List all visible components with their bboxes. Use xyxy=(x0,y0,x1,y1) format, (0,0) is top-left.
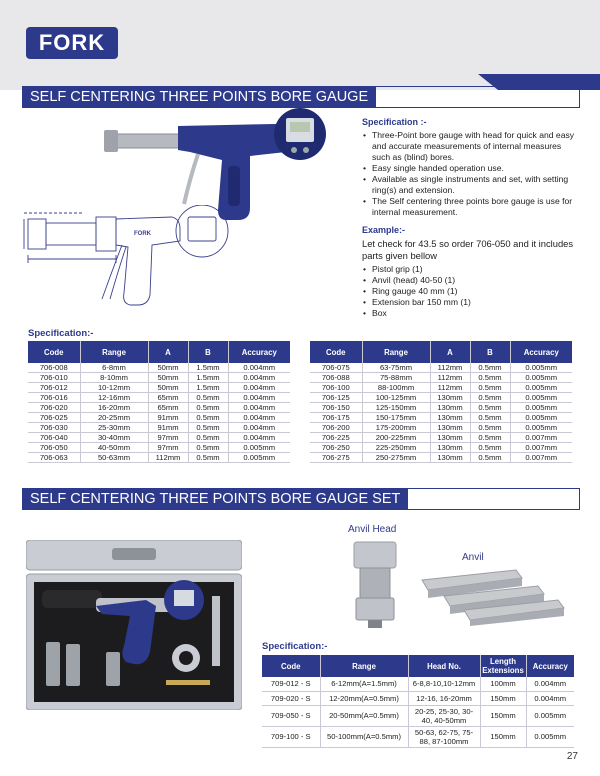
table-row xyxy=(28,453,290,463)
table-cell: 0.005mm xyxy=(510,383,572,393)
table-row xyxy=(28,423,290,433)
table-cell: 10-12mm xyxy=(80,383,148,393)
col-header-code: Code xyxy=(28,341,80,363)
table-cell: 20-25, 25-30, 30-40, 40-50mm xyxy=(408,705,480,726)
table-cell: 20-50mm(A=0.5mm) xyxy=(320,705,408,726)
gauge-spec-heading: Specification :- xyxy=(362,117,427,127)
table-row xyxy=(28,403,290,413)
table-row xyxy=(310,373,572,383)
table-row xyxy=(28,443,290,453)
table-cell: 0.004mm xyxy=(228,373,290,383)
table-cell: 75-88mm xyxy=(362,373,430,383)
gauge-spec-block xyxy=(362,117,576,319)
table-row xyxy=(310,393,572,403)
table-cell: 200-225mm xyxy=(362,433,430,443)
table-cell: 706-225 xyxy=(310,433,362,443)
table-row xyxy=(310,453,572,463)
table-cell: 0.5mm xyxy=(188,433,228,443)
page-header xyxy=(0,0,600,74)
table-cell: 0.004mm xyxy=(228,383,290,393)
table-cell: 0.004mm xyxy=(526,691,574,705)
table-cell: 706-175 xyxy=(310,413,362,423)
table-cell: 50mm xyxy=(148,373,188,383)
example-heading: Example:- xyxy=(362,225,406,235)
col-header-accuracy: Accuracy xyxy=(510,341,572,363)
table-row xyxy=(28,433,290,443)
anvil-photo xyxy=(420,566,580,626)
table-row xyxy=(28,373,290,383)
table-cell: 130mm xyxy=(430,413,470,423)
table-cell: 0.5mm xyxy=(188,453,228,463)
table-cell: 0.5mm xyxy=(188,413,228,423)
table-cell: 706-040 xyxy=(28,433,80,443)
example-item: • Pistol grip (1) xyxy=(362,264,576,275)
table-cell: 706-100 xyxy=(310,383,362,393)
table-cell: 100-125mm xyxy=(362,393,430,403)
table-cell: 0.5mm xyxy=(188,403,228,413)
table-cell: 1.5mm xyxy=(188,363,228,373)
table-row xyxy=(310,423,572,433)
table-cell: 0.005mm xyxy=(526,705,574,726)
col-header-a: A xyxy=(430,341,470,363)
table-cell: 12-20mm(A=0.5mm) xyxy=(320,691,408,705)
table-cell: 0.004mm xyxy=(228,403,290,413)
table-cell: 50mm xyxy=(148,363,188,373)
table-cell: 50-100mm(A=0.5mm) xyxy=(320,726,408,747)
anvil-head-caption: Anvil Head xyxy=(348,524,397,535)
table-cell: 150mm xyxy=(480,705,526,726)
table-cell: 706-020 xyxy=(28,403,80,413)
table-cell: 125-150mm xyxy=(362,403,430,413)
table-cell: 706-016 xyxy=(28,393,80,403)
table-row xyxy=(262,677,574,691)
table-row xyxy=(310,413,572,423)
gauge-spec-table-right xyxy=(310,341,572,463)
table-row xyxy=(28,363,290,373)
table-cell: 0.005mm xyxy=(510,363,572,373)
gauge-spec-table-left xyxy=(28,341,290,463)
table-cell: 112mm xyxy=(430,373,470,383)
table-cell: 20-25mm xyxy=(80,413,148,423)
table-cell: 0.5mm xyxy=(470,373,510,383)
table-cell: 0.5mm xyxy=(470,443,510,453)
table-cell: 0.004mm xyxy=(228,363,290,373)
spec-bullet: • The Self centering three points bore gauge is use for internal measurement. xyxy=(362,196,576,218)
table-cell: 706-200 xyxy=(310,423,362,433)
table-row xyxy=(310,363,572,373)
table-cell: 8-10mm xyxy=(80,373,148,383)
table-cell: 706-075 xyxy=(310,363,362,373)
gauge-set-case-photo xyxy=(26,540,242,710)
section-title-gauge: SELF CENTERING THREE POINTS BORE GAUGE xyxy=(22,86,376,108)
table-row xyxy=(262,691,574,705)
table-cell: 0.007mm xyxy=(510,453,572,463)
table-cell: 175-200mm xyxy=(362,423,430,433)
table-cell: 65mm xyxy=(148,393,188,403)
table-cell: 706-088 xyxy=(310,373,362,383)
table-row xyxy=(28,413,290,423)
table-cell: 0.005mm xyxy=(510,393,572,403)
table-row xyxy=(310,383,572,393)
table-cell: 112mm xyxy=(148,453,188,463)
col-header-b: B xyxy=(188,341,228,363)
table-cell: 91mm xyxy=(148,413,188,423)
col-header-accuracy: Accuracy xyxy=(228,341,290,363)
example-list xyxy=(362,264,576,319)
table-cell: 97mm xyxy=(148,433,188,443)
table-cell: 225-250mm xyxy=(362,443,430,453)
table-cell: 50mm xyxy=(148,383,188,393)
section-title-gauge-set: SELF CENTERING THREE POINTS BORE GAUGE SET xyxy=(22,488,408,510)
table-cell: 25-30mm xyxy=(80,423,148,433)
table-cell: 709-050 - S xyxy=(262,705,320,726)
table-cell: 0.004mm xyxy=(228,413,290,423)
section-title-rule xyxy=(352,86,580,108)
gauge-drawing-label: FORK xyxy=(134,231,151,237)
table-cell: 0.005mm xyxy=(510,423,572,433)
gauge-set-spec-table xyxy=(262,655,574,748)
table-row xyxy=(28,383,290,393)
table-row xyxy=(310,403,572,413)
table-cell: 0.005mm xyxy=(228,443,290,453)
example-item: • Ring gauge 40 mm (1) xyxy=(362,286,576,297)
table-cell: 709-020 - S xyxy=(262,691,320,705)
spec-bullet: • Available as single instruments and set, with setting ring(s) and extension. xyxy=(362,174,576,196)
example-item: • Anvil (head) 40-50 (1) xyxy=(362,275,576,286)
table-cell: 63-75mm xyxy=(362,363,430,373)
table-cell: 50-63mm xyxy=(80,453,148,463)
table-cell: 0.007mm xyxy=(510,433,572,443)
table-cell: 0.5mm xyxy=(470,433,510,443)
table-cell: 0.5mm xyxy=(188,393,228,403)
gauge-table-label: Specification:- xyxy=(28,328,94,339)
table-cell: 250-275mm xyxy=(362,453,430,463)
table-cell: 97mm xyxy=(148,443,188,453)
table-cell: 0.005mm xyxy=(510,373,572,383)
table-cell: 1.5mm xyxy=(188,373,228,383)
table-cell: 150-175mm xyxy=(362,413,430,423)
table-cell: 0.5mm xyxy=(188,443,228,453)
bore-gauge-drawing xyxy=(22,205,252,315)
col-header-a: A xyxy=(148,341,188,363)
table-cell: 0.005mm xyxy=(510,413,572,423)
fork-logo: FORK xyxy=(26,27,118,59)
table-cell: 130mm xyxy=(430,423,470,433)
col-header-code: Code xyxy=(262,655,320,677)
table-cell: 0.5mm xyxy=(470,363,510,373)
table-cell: 130mm xyxy=(430,433,470,443)
table-cell: 0.005mm xyxy=(228,453,290,463)
table-cell: 0.005mm xyxy=(526,726,574,747)
table-cell: 91mm xyxy=(148,423,188,433)
section-title-rule xyxy=(376,488,580,510)
table-cell: 6-8mm xyxy=(80,363,148,373)
table-row xyxy=(262,726,574,747)
table-cell: 130mm xyxy=(430,453,470,463)
table-cell: 706-150 xyxy=(310,403,362,413)
table-cell: 130mm xyxy=(430,443,470,453)
table-cell: 706-010 xyxy=(28,373,80,383)
table-cell: 150mm xyxy=(480,691,526,705)
col-header-b: B xyxy=(470,341,510,363)
table-cell: 112mm xyxy=(430,363,470,373)
table-cell: 1.5mm xyxy=(188,383,228,393)
col-header-accuracy: Accuracy xyxy=(526,655,574,677)
table-cell: 40-50mm xyxy=(80,443,148,453)
spec-bullet: • Three-Point bore gauge with head for quick and easy and accurate measurements of internal measures such as (blind) bores. xyxy=(362,130,576,163)
table-cell: 0.004mm xyxy=(228,393,290,403)
table-cell: 0.5mm xyxy=(470,383,510,393)
table-cell: 0.004mm xyxy=(228,423,290,433)
col-header-range: Range xyxy=(362,341,430,363)
table-cell: 706-008 xyxy=(28,363,80,373)
table-cell: 12-16mm xyxy=(80,393,148,403)
table-cell: 706-050 xyxy=(28,443,80,453)
table-cell: 88-100mm xyxy=(362,383,430,393)
table-cell: 706-125 xyxy=(310,393,362,403)
table-cell: 0.5mm xyxy=(188,423,228,433)
table-cell: 0.5mm xyxy=(470,453,510,463)
anvil-caption: Anvil xyxy=(462,552,484,563)
table-cell: 706-012 xyxy=(28,383,80,393)
gauge-set-table-label: Specification:- xyxy=(262,641,328,652)
gauge-spec-list xyxy=(362,130,576,218)
table-cell: 150mm xyxy=(480,726,526,747)
col-header-range: Range xyxy=(320,655,408,677)
table-cell: 709-100 - S xyxy=(262,726,320,747)
table-cell: 112mm xyxy=(430,383,470,393)
table-row xyxy=(310,433,572,443)
table-cell: 706-030 xyxy=(28,423,80,433)
table-cell: 100mm xyxy=(480,677,526,691)
table-cell: 0.004mm xyxy=(228,433,290,443)
anvil-head-photo xyxy=(340,540,410,630)
table-cell: 50-63, 62-75, 75-88, 87-100mm xyxy=(408,726,480,747)
table-row xyxy=(28,393,290,403)
col-header-range: Range xyxy=(80,341,148,363)
table-cell: 0.5mm xyxy=(470,423,510,433)
table-cell: 130mm xyxy=(430,393,470,403)
table-cell: 0.005mm xyxy=(510,403,572,413)
table-cell: 65mm xyxy=(148,403,188,413)
table-cell: 0.007mm xyxy=(510,443,572,453)
example-text: Let check for 43.5 so order 706-050 and it includes parts given bellow xyxy=(362,238,574,261)
table-cell: 0.004mm xyxy=(526,677,574,691)
table-cell: 6-8,8-10,10-12mm xyxy=(408,677,480,691)
example-item: • Extension bar 150 mm (1) xyxy=(362,297,576,308)
col-header-length-extensions: Length Extensions xyxy=(480,655,526,677)
table-cell: 0.5mm xyxy=(470,403,510,413)
example-item: • Box xyxy=(362,308,576,319)
table-cell: 0.5mm xyxy=(470,393,510,403)
table-cell: 706-275 xyxy=(310,453,362,463)
col-header-code: Code xyxy=(310,341,362,363)
table-cell: 30-40mm xyxy=(80,433,148,443)
table-cell: 709-012 - S xyxy=(262,677,320,691)
table-cell: 12-16, 16-20mm xyxy=(408,691,480,705)
table-cell: 16-20mm xyxy=(80,403,148,413)
table-cell: 0.5mm xyxy=(470,413,510,423)
table-row xyxy=(310,443,572,453)
table-cell: 6-12mm(A=1.5mm) xyxy=(320,677,408,691)
table-row xyxy=(262,705,574,726)
table-cell: 706-250 xyxy=(310,443,362,453)
spec-bullet: • Easy single handed operation use. xyxy=(362,163,576,174)
table-cell: 706-063 xyxy=(28,453,80,463)
col-header-head-no: Head No. xyxy=(408,655,480,677)
page-number: 27 xyxy=(566,751,578,762)
table-cell: 130mm xyxy=(430,403,470,413)
table-cell: 706-025 xyxy=(28,413,80,423)
